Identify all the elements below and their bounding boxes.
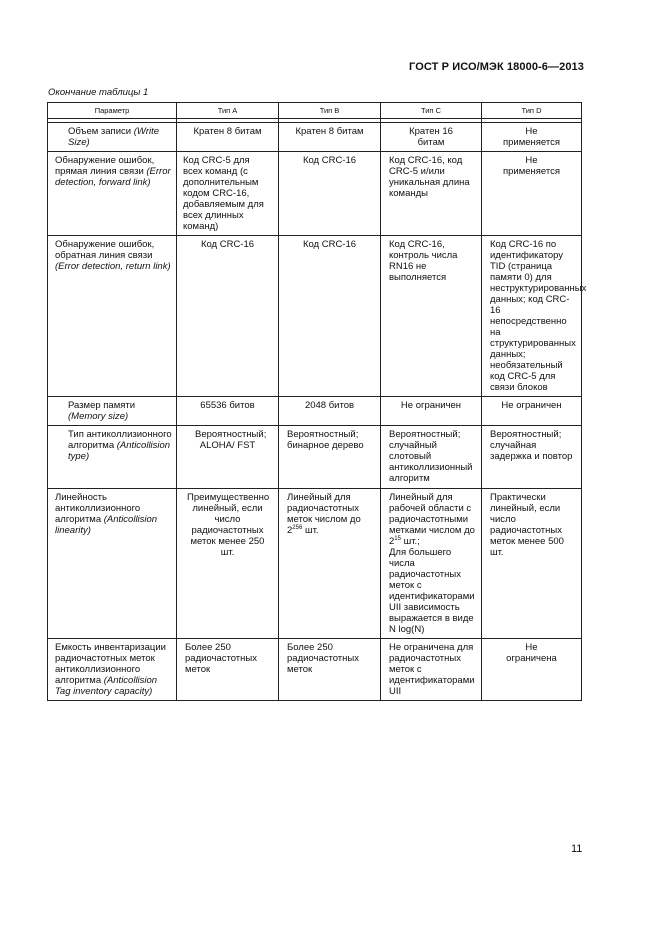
param-ru: Объем записи — [68, 126, 132, 137]
table-row — [48, 397, 582, 426]
type-a-cell: Более 250 радиочастотных меток — [177, 639, 279, 701]
type-d-cell: Практически линейный, если число радиочастотных меток менее 500 шт. — [482, 489, 582, 639]
type-b-cell: Кратен 8 битам — [279, 123, 381, 152]
type-c-cell: Не ограничена для радиочастотных меток с идентификаторами UII — [381, 639, 482, 701]
type-c-cell: Код CRC-16, код CRC-5 и/или уникальная длина команды — [381, 152, 482, 236]
type-b-cell: Более 250 радиочастотных меток — [279, 639, 381, 701]
type-b-cell — [279, 489, 381, 639]
column-header-type-d: Тип D — [482, 103, 582, 119]
column-header-type-b: Тип B — [279, 103, 381, 119]
param-ru: Обнаружение ошибок, прямая линия связи — [55, 155, 155, 177]
type-d-cell: Не применяется — [482, 152, 582, 236]
param-en: (Anticollision linearity) — [55, 514, 158, 536]
type-d-cell: Вероятностный; случайная задержка и повтор — [482, 426, 582, 489]
param-cell — [48, 639, 177, 701]
table-row — [48, 639, 582, 701]
type-c-cell: Код CRC-16, контроль числа RN16 не выполняется — [381, 236, 482, 397]
exponent: 256 — [292, 525, 303, 531]
param-cell — [48, 426, 177, 489]
column-header-parameter: Параметр — [48, 103, 177, 119]
document-standard-title: ГОСТ Р ИСО/МЭК 18000-6—2013 — [409, 61, 584, 73]
table-row — [48, 426, 582, 489]
type-b-cell: Код CRC-16 — [279, 152, 381, 236]
type-a-cell: 65536 битов — [177, 397, 279, 426]
param-cell — [48, 397, 177, 426]
type-b-cell: Код CRC-16 — [279, 236, 381, 397]
type-c-cell — [381, 489, 482, 639]
large-population-text: Для большего числа радиочастотных меток с идентификаторами UII зависимость выражается в виде N log(N) — [389, 547, 475, 635]
type-d-cell: Код CRC-16 по идентификатору TID (страница памяти 0) для неструктурированных данных; код CRC-16 непосредственно на структурированных данных; необязательный код CRC-5 для связи блоков — [482, 236, 582, 397]
type-a-cell: Вероятностный; ALOHA/ FST — [177, 426, 279, 489]
linear-text: Линейный для радиочастотных меток числом до 2 — [287, 492, 361, 536]
type-c-cell: Кратен 16 битам — [381, 123, 482, 152]
page-number: 11 — [571, 843, 583, 855]
param-ru: Емкость инвентаризации радиочастотных меток антиколлизионного алгоритма — [55, 642, 166, 686]
type-d-cell: Не применяется — [482, 123, 582, 152]
spec-table — [47, 102, 587, 701]
type-a-cell: Код CRC-5 для всех команд (с дополнительным кодом CRC-16, добавляемым для всех длинных команд) — [177, 152, 279, 236]
param-en: (Error detection, forward link) — [55, 166, 171, 188]
param-ru: Размер памяти — [68, 400, 136, 411]
table-header-row — [48, 103, 582, 119]
unit-text: шт.; — [400, 536, 420, 547]
unit-text: шт. — [302, 525, 319, 536]
type-c-cell: Вероятностный; случайный слотовый антиколлизионный алгоритм — [381, 426, 482, 489]
param-cell — [48, 489, 177, 639]
table-row — [48, 123, 582, 152]
param-en: (Memory size) — [68, 411, 129, 422]
type-a-cell: Код CRC-16 — [177, 236, 279, 397]
table-row — [48, 489, 582, 639]
param-en: (Anticollision Tag inventory capacity) — [55, 675, 158, 697]
table-row — [48, 152, 582, 236]
exponent: 15 — [394, 536, 401, 542]
param-ru: Обнаружение ошибок, обратная линия связи — [55, 239, 155, 261]
param-ru: Тип антиколлизионного алгоритма — [68, 429, 172, 451]
param-cell — [48, 123, 177, 152]
param-cell — [48, 152, 177, 236]
type-a-cell: Преимущественно линейный, если число радиочастотных меток менее 250 шт. — [177, 489, 279, 639]
type-a-cell: Кратен 8 битам — [177, 123, 279, 152]
param-en: (Error detection, return link) — [55, 261, 171, 272]
param-en: (Write Size) — [68, 126, 160, 148]
type-c-cell: Не ограничен — [381, 397, 482, 426]
param-ru: Линейность антиколлизионного алгоритма — [55, 492, 141, 525]
param-en: (Anticollision type) — [68, 440, 171, 462]
type-d-cell: Не ограничена — [482, 639, 582, 701]
type-b-cell: 2048 битов — [279, 397, 381, 426]
type-b-cell: Вероятностный; бинарное дерево — [279, 426, 381, 489]
table-caption: Окончание таблицы 1 — [48, 87, 149, 98]
column-header-type-a: Тип A — [177, 103, 279, 119]
column-header-type-c: Тип C — [381, 103, 482, 119]
table-row — [48, 236, 582, 397]
linear-text: Линейный для рабочей области с радиочастотными метками числом до 2 — [389, 492, 475, 547]
type-d-cell: Не ограничен — [482, 397, 582, 426]
param-cell — [48, 236, 177, 397]
